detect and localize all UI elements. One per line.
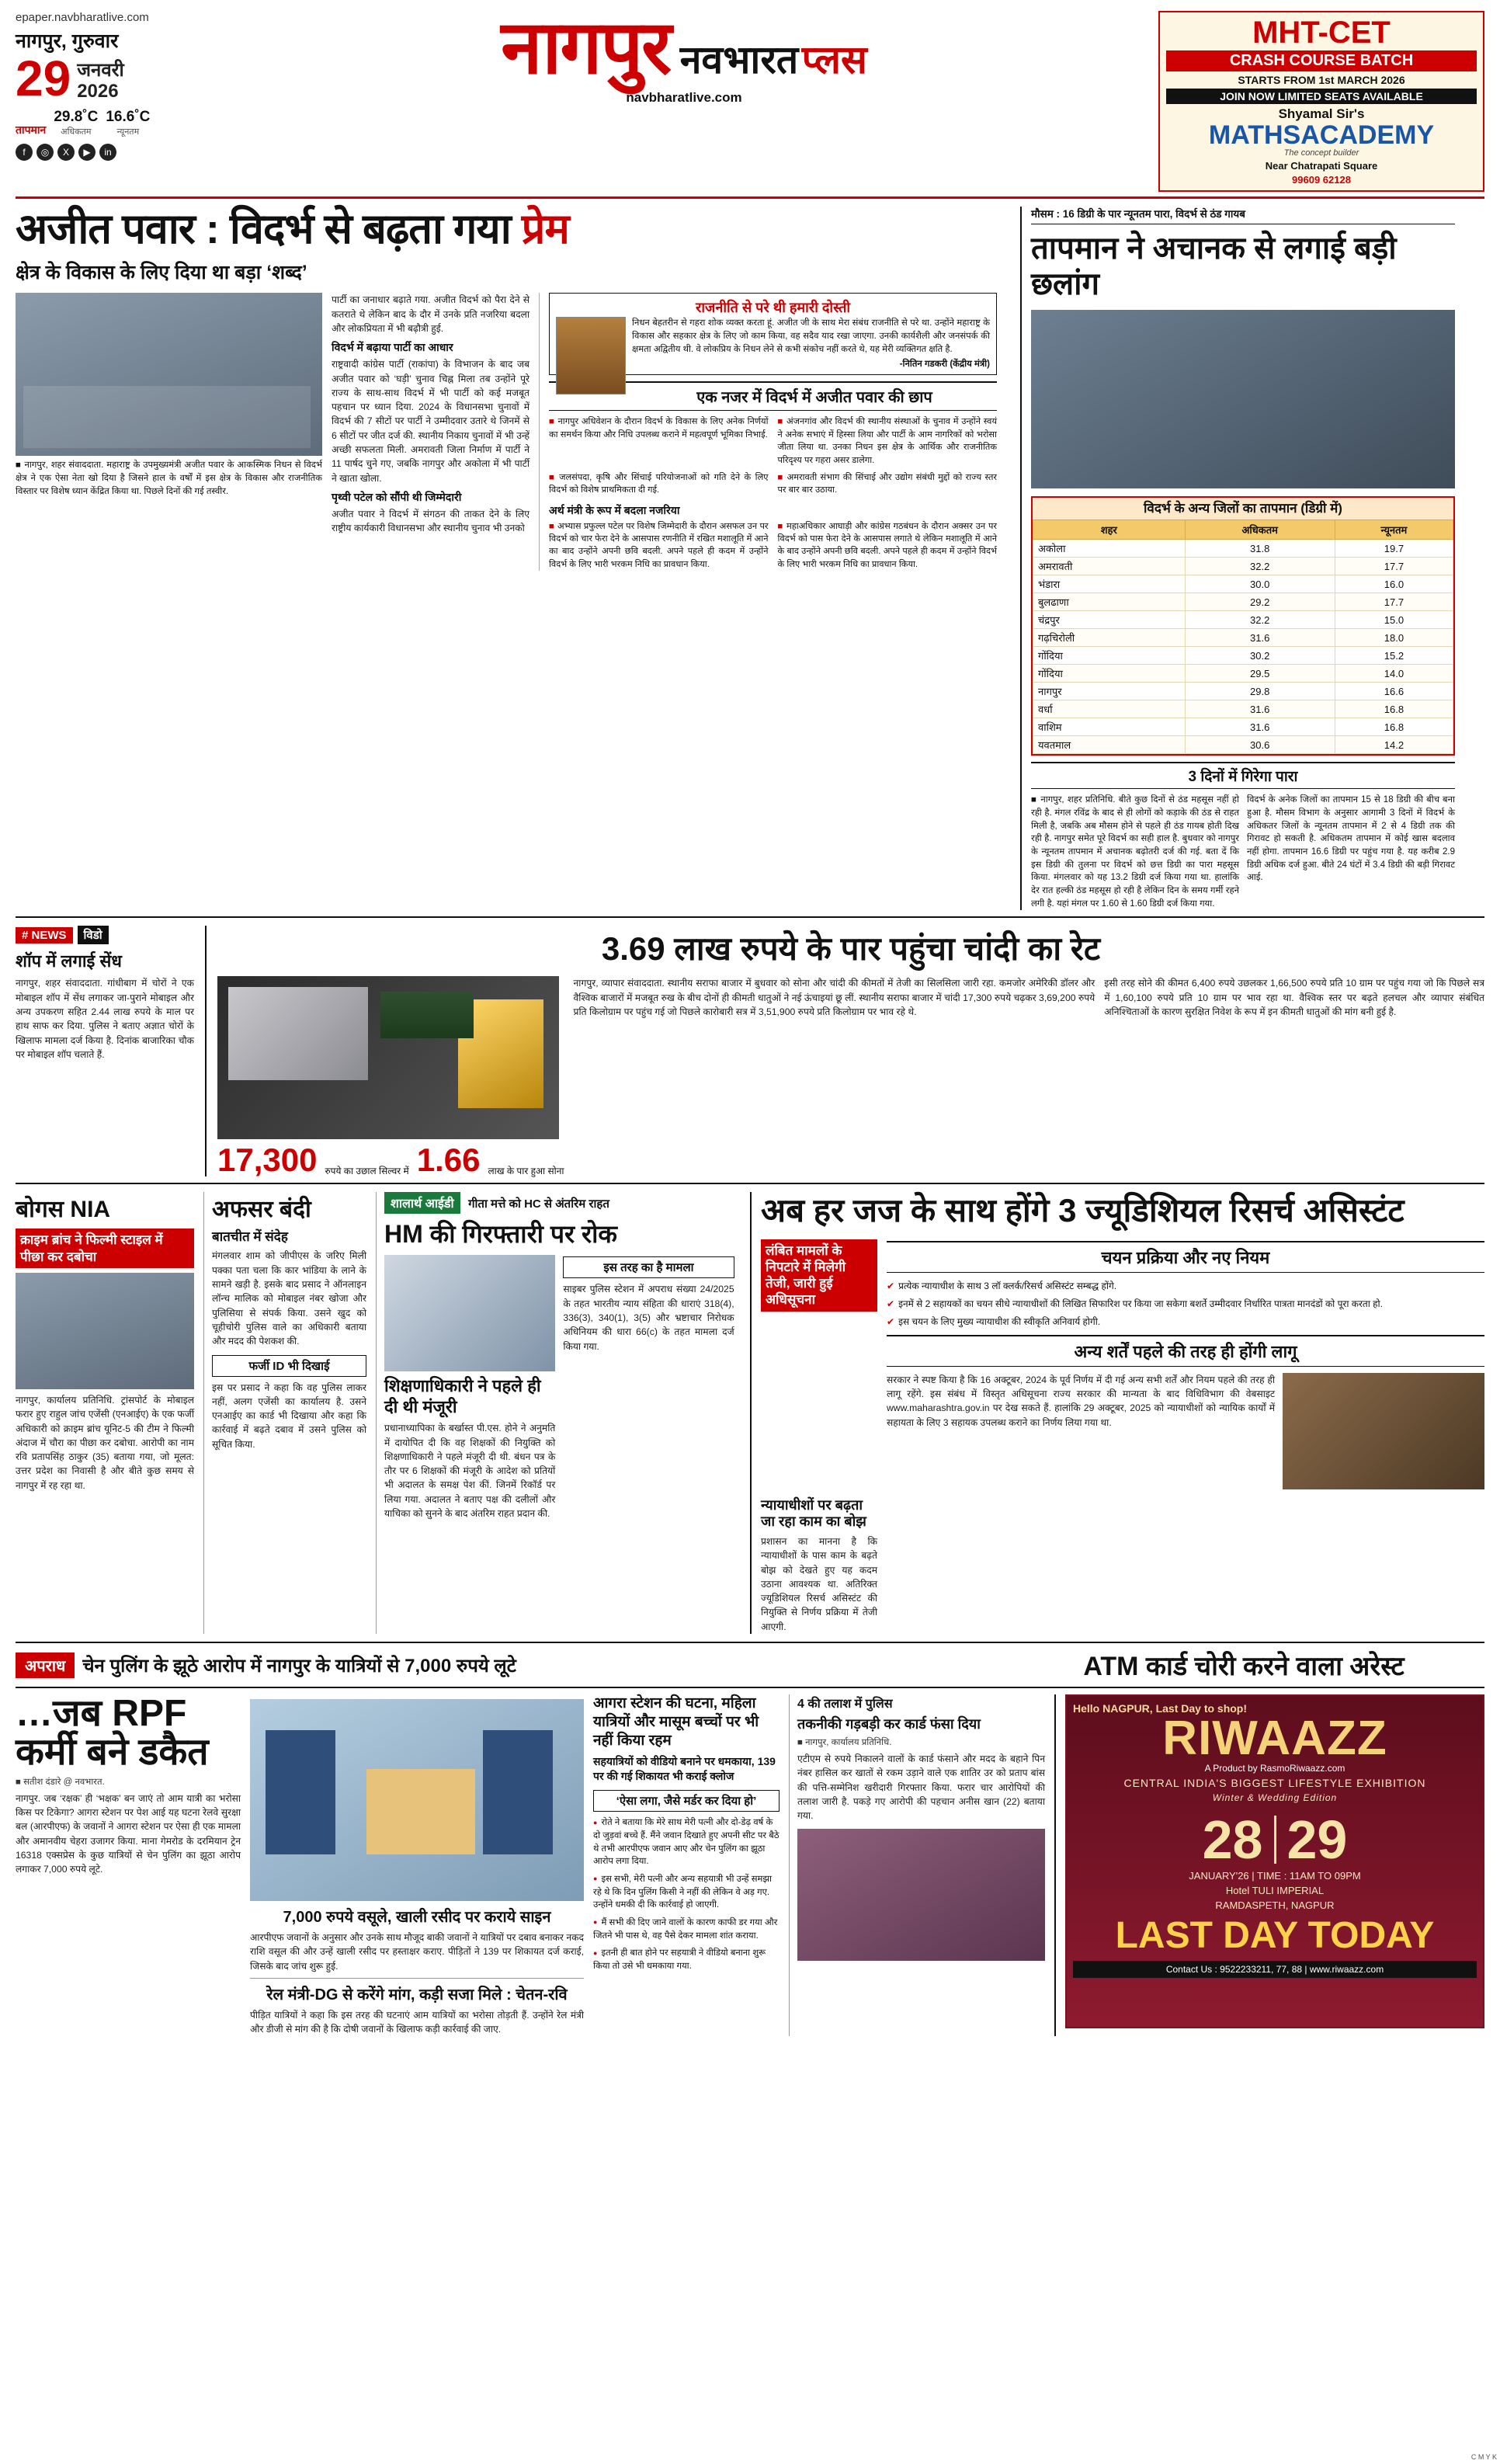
cell-min: 16.0: [1335, 575, 1453, 593]
riwaazz-edition: Winter & Wedding Edition: [1212, 1792, 1338, 1803]
atm-subhead: 4 की तलाश में पुलिस: [797, 1698, 893, 1711]
ad-crash-course: CRASH COURSE BATCH: [1166, 50, 1477, 71]
judicial-text-3: प्रशासन का मानना है कि न्यायाधीशों के पास काम के बढ़ते बोझ को देखते हुए यह कदम उठाना आवश्यक था. अतिरिक्त ज्यूडिशियल रिसर्च असिस्टंट की नियुक्ति से निर्णय प्रक्रिया में तेजी आएगी.: [761, 1535, 877, 1632]
hm-story: [376, 1192, 741, 1634]
linkedin-icon[interactable]: in: [99, 144, 116, 161]
lead-col1-text: पार्टी का जनाधार बढ़ाते गया. अजीत विदर्भ को पैरा देने से कतराते थे लेकिन बाद के दौर में उनके प्रति नजरिया बदला और लोकप्रियता में भी बढ़ौत्री हुई.: [332, 294, 530, 334]
riwaazz-month-time: JANUARY'26 | TIME : 11AM TO 09PM: [1189, 1870, 1361, 1882]
logo-navbharat-plus: [679, 38, 867, 82]
judicial-check-item: ✔ प्रत्येक न्यायाधीश के साथ 3 लॉ क्लर्क/रिसर्च असिस्टंट सम्बद्ध होंगे.: [887, 1279, 1484, 1293]
masthead-date: [16, 50, 210, 106]
rpf-sub-headline-2: रेल मंत्री-DG से करेंगे मांग, कड़ी सजा मिले : चेतन-रवि: [250, 1978, 584, 2004]
cell-max: 31.6: [1185, 629, 1335, 647]
logo-plus: प्लस: [801, 38, 867, 82]
judicial-subhead: चयन प्रक्रिया और नए नियम: [887, 1241, 1484, 1273]
agra-quote: ‘ऐसा लगा, जैसे मर्डर कर दिया हो’: [593, 1790, 780, 1812]
lead-story: [16, 207, 1009, 910]
nia-story: [16, 1192, 194, 1634]
agra-point: ● इस सभी, मेरी पत्नी और अन्य सहयात्री भी उन्हें समझा रहे थे कि दिन पुलिंग किसी ने नहीं की लेकिन वे अड़ गए. उन्होंने धमकी दी कि कार्रवाई हो जाएगी.: [593, 1873, 780, 1912]
rpf-sub-headline: 7,000 रुपये वसूले, खाली रसीद पर कराये साइन: [283, 1909, 551, 1926]
weather-photo-caption: ■ नागपुर, शहर प्रतिनिधि. बीते कुछ दिनों से ठंड महसूस नहीं हो रही है. मंगल रविंद्र के बाद से ही लोगों को कड़ाके की ठंड से राहत मिली है, जबकि अब मौसम होने से पहले ही ठंड गायब होती दिख रही है. नागपुर समेत पूरे विदर्भ का सही हाल है. बुधवार को नागपुर के न्यूनतम तापमान में अचानक बढ़ोतरी दर्ज की गई. बता दें कि इस डिग्री की तुलना पर विदर्भ को छत्त डिग्री का पारा महसूस किया. मंगलवार को यह 13.2 डिग्री दर्ज किया गया था. हालांकि देर रात हल्की ठंड महसूस हो रही है लेकिन दिन के समय गर्मी रहने लगी है. यहां मंगल पर 1.60 से 1.60 डिग्री दर्ज किया गया.: [1031, 795, 1239, 909]
overview-title: एक नजर में विदर्भ में अजीत पवार की छाप: [549, 381, 997, 411]
lead-column-1: [16, 293, 322, 571]
weather-headline: तापमान ने अचानक से लगाई बड़ी छलांग: [1031, 231, 1397, 301]
epaper-url[interactable]: epaper.navbharatlive.com: [16, 11, 149, 24]
masthead-left: [16, 11, 210, 192]
atm-headline: ATM कार्ड चोरी करने वाला अरेस्ट: [1083, 1652, 1405, 1681]
ad-start-date: STARTS FROM 1st MARCH 2026: [1238, 74, 1405, 86]
brief-headline: शॉप में लगाई सेंध: [16, 951, 122, 971]
agra-subhead: सहयात्रियों को वीडियो बनाने पर धमकाया, 139 पर की गई शिकायत भी कराई क्लोज: [593, 1755, 776, 1783]
cell-city: अकोला: [1033, 540, 1186, 558]
atm-text: एटीएम से रुपये निकालने वालों के कार्ड फंसाने और मदद के बहाने पिन नंबर हासिल कर खातों से रकम उड़ाने वाले एक शातिर उर ​को प्रताप बांस की पत्ति-सम्मेनिश खरीदारी गिरफ्तार किया. फरार चार आरोपियों की तलाश जारी है. पकड़े गए आरोपी की पहचान अनीस खान (22) बताया गया.: [797, 1753, 1045, 1822]
cell-min: 16.8: [1335, 718, 1453, 736]
lead-headline-accent: प्रेम: [521, 206, 569, 252]
atm-subhead-2: तकनीकी गड़बड़ी कर कार्ड फंसा दिया: [797, 1716, 981, 1732]
lead-photo: [16, 293, 322, 456]
cell-min: 17.7: [1335, 593, 1453, 611]
cell-min: 14.0: [1335, 665, 1453, 683]
lead-column-2: [332, 293, 530, 571]
lead-col3-b: ■ महाअधिकार आघाड़ी और कांग्रेस गठबंधन के दौरान अक्सर उन पर विदर्भ को पास फेरा देने के आसपास लगाते थे लेकिन मशालूति में आने के बाद उन्होंने अपनी छवि बदली. अपने पहले ही कदम में उन्होंने विदर्भ के लिए भारी भरकम निधि का प्रावधान किया.: [778, 520, 998, 572]
middle-section: [16, 1192, 1484, 1634]
agra-point: ● इतनी ही बात होने पर सहयात्री ने वीडियो बनाना शुरू किया तो उसे भी धमकाया गया.: [593, 1947, 780, 1972]
riwaazz-ad[interactable]: [1054, 1694, 1484, 2036]
logo-nagpur: नागपुर: [501, 6, 671, 89]
judicial-check-item: ✔ इनमें से 2 सहायकों का चयन सीधे न्यायाधीशों की लिखित सिफारिश पर किया जा सकेगा बशर्ते उम्मीदवार निर्धारित पात्रता मानदंडों को पूरा करता हो.: [887, 1297, 1484, 1311]
col-max: अधिकतम: [1185, 520, 1335, 540]
gadkari-quote-text: निधन बेहतरीन से गहरा शोक व्यक्त करता हूं. अजीत जी के साथ मेरा संबंध राजनीति से परे था. उन्होंने महाराष्ट्र के विकास और सहकार क्षेत्र के लिए जो काम किया, वह सदैव याद रखा जाएगा. उनकी कार्यशैली और जनसंपर्क की क्षमता अद्वितीय थी. वे लोकप्रिय के निधन लेने से कभी संकोच नहीं करते थे, यह मेरी व्यक्तिगत क्षति है.: [632, 318, 990, 354]
gold-price: 1.66: [416, 1142, 481, 1179]
temp-min: 16.6˚C: [106, 108, 151, 125]
cell-min: 15.2: [1335, 647, 1453, 665]
cell-city: गोंदिया: [1033, 665, 1186, 683]
nia-headline: बोगस NIA: [16, 1197, 111, 1223]
table-row: [1033, 736, 1453, 754]
table-row: [1033, 647, 1453, 665]
ad-concept-builder: The concept builder: [1283, 148, 1359, 158]
riwaazz-time: TIME : 11AM TO 09PM: [1257, 1870, 1361, 1882]
cell-max: 31.8: [1185, 540, 1335, 558]
brief-text: नागपुर, शहर संवाददाता. गांधीबाग में चोरों ने एक मोबाइल शॉप में सेंध लगाकर जा-पुराने मोबाइल और अन्य उपकरण सहित 2.44 लाख रुपये के माल पर हाथ साफ कर दिया. पुलिस ने बताए अज्ञात चोरों के खिलाफ मामला दर्ज किया है. दिनांक बाजारिका चौक पर मोबाइल शॉप चलाते हैं.: [16, 978, 194, 1060]
riwaazz-logo: RIWAAZZ: [1162, 1712, 1387, 1765]
table-row: [1033, 593, 1453, 611]
cell-city: बुलढाणा: [1033, 593, 1186, 611]
ad-location: Near Chatrapati Square: [1265, 160, 1378, 172]
gadkari-quote-attribution: -नितिन गडकरी (केंद्रीय मंत्री): [899, 360, 990, 370]
judicial-check-item: ✔ इस चयन के लिए मुख्य न्यायाधीश की स्वीकृति अनिवार्य होगी.: [887, 1315, 1484, 1329]
masthead-logo: [210, 6, 1158, 192]
logo-navbharat: नवभारत: [679, 38, 799, 82]
video-tag: विडो: [78, 926, 109, 944]
cell-max: 31.6: [1185, 718, 1335, 736]
riwaazz-models-photo: [797, 1829, 1045, 1961]
nia-photo: [16, 1273, 194, 1389]
lead-column-3: [539, 293, 997, 571]
rpf-cartoon-illustration: [250, 1699, 584, 1901]
cell-min: 18.0: [1335, 629, 1453, 647]
youtube-icon[interactable]: ▶: [78, 144, 95, 161]
officer-text: मंगलवार शाम को जीपीएस के जरिए मिली पक्का पता चला कि कार भांडिया के लाने के सामने खड़ी है. इसके बाद प्रसाद ने ऑनलाइन लॉन्च मालिक को मोबाइल नंबर खोजा और पुलिसिया से संपर्क किया. उसने खुद को चूहीचोरी पुलिस वाले का अधिकारी बताया और मदद की पेशकश की.: [212, 1250, 366, 1347]
riwaazz-contact[interactable]: Contact Us : 9522233211, 77, 88 | www.riwaazz.com: [1073, 1961, 1477, 1978]
overview-bullets: [549, 415, 997, 467]
masthead-month: जनवरी: [77, 59, 124, 81]
ad-phone[interactable]: 99609 62128: [1292, 174, 1351, 186]
judicial-story: [750, 1192, 1484, 1634]
riwaazz-dates: [1073, 1809, 1477, 1870]
date-divider: [1274, 1816, 1276, 1864]
ad-maths-academy: MATHSACADEMY: [1208, 120, 1435, 150]
rpf-cartoon-block: [250, 1694, 584, 2036]
silver-price-label: रुपये का उछाल सिल्वर में: [325, 1166, 409, 1177]
lead-headline-text: अजीत पवार : विदर्भ से बढ़ता गया: [16, 206, 522, 252]
overview-bullet: ■ नागपुर अधिवेशन के दौरान विदर्भ के विकास के लिए अनेक निर्णयों का समर्थन किया और निधि उपलब्ध कराने में महत्वपूर्ण भूमिका निभाई.: [549, 415, 769, 467]
ad-title: MHT-CET: [1252, 16, 1391, 50]
cell-city: वाशिम: [1033, 718, 1186, 736]
rpf-byline: ■ सतीश दंडारे @ नवभारत.: [16, 1777, 105, 1787]
cell-city: गोंदिया: [1033, 647, 1186, 665]
cell-min: 14.2: [1335, 736, 1453, 754]
cell-city: अमरावती: [1033, 558, 1186, 575]
col-city: शहर: [1033, 520, 1186, 540]
gadkari-quote-box: [549, 293, 997, 375]
weather-story: [1020, 207, 1455, 910]
overview-bullet: ■ जलसंपदा, कृषि और सिंचाई परियोजनाओं को गति देने के लिए विदर्भ को विशेष प्राथमिकता दी गई.: [549, 471, 769, 497]
agra-story: [593, 1694, 780, 2036]
table-row: [1033, 575, 1453, 593]
temp-min-label: न्यूनतम: [116, 127, 140, 137]
judges-photo: [1283, 1373, 1484, 1489]
masthead-temperature: [16, 109, 210, 137]
fake-id-head: फर्जी ID भी दिखाई: [212, 1355, 366, 1377]
instagram-icon[interactable]: ◎: [36, 144, 54, 161]
temp-max-label: अधिकतम: [61, 127, 92, 137]
weather-kicker: मौसम : 16 डिग्री के पार न्यूनतम पारा, विदर्भ से ठंड गायब: [1031, 207, 1455, 224]
weather-photo: [1031, 310, 1455, 488]
cell-min: 16.6: [1335, 683, 1453, 700]
masthead-day: 29: [16, 50, 71, 106]
temperature-table: [1033, 520, 1453, 754]
cell-city: वर्धा: [1033, 700, 1186, 718]
nia-band: क्राइम ब्रांच ने फिल्मी स्टाइल में पीछा कर दबोचा: [16, 1229, 194, 1268]
lead-photo-caption: ■ नागपुर, शहर संवाददाता. महाराष्ट्र के उपमुख्यमंत्री अजीत पवार के आकस्मिक निधन से विदर्भ क्षेत्र ने एक ऐसा नेता खो दिया है जिसने हाल के वर्षों में इस क्षेत्र के विकास और राजनीतिक विस्तार पर विशेष ध्यान केंद्रित किया था. पिछले दिनों की गई तस्वीर.: [16, 460, 322, 496]
table-row: [1033, 700, 1453, 718]
lead-col3-a: ■ अभ्यास प्रफुल्ल पटेल पर विशेष जिम्मेदारी के दौरान असफल उन पर विदर्भ को चार फेरा देने के आसपास रणनीति में रखित मशालूति में आने का बाद उन्होंने अपनी छवि बदली. अपने पहले ही कदम में उन्होंने विदर्भ के लिए भारी भरकम निधि का प्रावधान किया.: [549, 520, 769, 572]
riwaazz-hello: Hello NAGPUR, Last Day to shop!: [1073, 1702, 1248, 1715]
silver-col-2: इसी तरह सोने की कीमत 6,400 रुपये उछलकर 1,66,500 रुपये प्रति 10 ग्राम पर पहुंच गया जो कि पिछले सत्र में 1,60,100 रुपये प्रति 10 ग्राम पर भाव रहा था. वैश्विक स्तर पर बढ़ते हलचल और व्यापार संबंधित अनिश्चिताओं के कारण सुरक्षित निवेश के रूप में इन कीमती धातुओं की मांग बनी हुई है.: [1104, 978, 1484, 1018]
judicial-band: लंबित मामलों के निपटारे में मिलेगी तेजी, जारी हुई अधिसूचना: [761, 1239, 877, 1312]
weather-table-title: विदर्भ के अन्य जिलों का तापमान (डिग्री में): [1033, 498, 1453, 520]
table-row: [1033, 611, 1453, 629]
news-video-brief: [16, 926, 194, 1176]
judicial-text-2: सरकार ने स्पष्ट किया है कि 16 अक्टूबर, 2024 के पूर्व निर्णय में दी गई अन्य सभी शर्तें और नियम पहले की तरह ही लागू रहेंगे. इस संबंध में विस्तृत अधिसूचना राज्य सरकार की मान्यता के बाद विधिविभाग की वेबसाइट www.maharashtra.gov.in पर देख सकते हैं. हालांकि 29 अक्टूबर, 2025 को न्यायाधीशों को न्यायिक कार्यों में सहायता के लिए 3 सहायक उपलब्ध कराने का निर्णय लिया गया था.: [887, 1374, 1275, 1428]
weather-sub-title: 3 दिनों में गिरेगा पारा: [1031, 762, 1455, 789]
lead-headline: [16, 207, 1009, 252]
lead-section: [16, 207, 1484, 910]
agra-point: ● रोते ने बताया कि मेरे साथ मेरी पत्नी और दो-डेढ़ वर्ष के दो जुड़वां बच्चे हैं. मैंने जवान दिखाते हुए अपनी सीट पर बैठे थे तभी आरपीएफ जवान आए और चेन पुलिंग का झूठा आरोप लगा दिया.: [593, 1816, 780, 1868]
silver-text-columns: [574, 976, 1484, 1176]
officer-story: [203, 1192, 366, 1634]
social-icons[interactable]: [16, 144, 210, 161]
hm-box-head: इस तरह का है मामला: [563, 1256, 734, 1278]
cell-min: 15.0: [1335, 611, 1453, 629]
cell-city: यवतमाल: [1033, 736, 1186, 754]
agra-points: [593, 1816, 780, 1972]
officer-subhead: बातचीत में संदेह: [212, 1229, 288, 1245]
silver-price: 17,300: [217, 1142, 318, 1179]
silver-headline: 3.69 लाख रुपये के पार पहुंचा चांदी का रेट: [601, 930, 1101, 968]
cell-city: गढ़चिरोली: [1033, 629, 1186, 647]
col-min: न्यूनतम: [1335, 520, 1453, 540]
site-url[interactable]: navbharatlive.com: [626, 90, 742, 105]
gold-price-label: लाख के पार हुआ सोना: [488, 1166, 564, 1177]
riwaazz-last-day: LAST DAY TODAY: [1115, 1915, 1435, 1956]
gadkari-quote-title: राजनीति से परे थी हमारी दोस्ती: [695, 300, 851, 316]
ad-join-now: JOIN NOW LIMITED SEATS AVAILABLE: [1166, 89, 1477, 104]
masthead-city-day: नागपुर, गुरुवार: [16, 30, 119, 52]
cell-min: 19.7: [1335, 540, 1453, 558]
gadkari-photo: [556, 317, 626, 394]
hm-photo: [384, 1255, 555, 1371]
cell-max: 31.6: [1185, 700, 1335, 718]
table-row: [1033, 558, 1453, 575]
silver-price-row: [217, 1142, 564, 1179]
overview-bullet: ■ अंजनगांव और विदर्भ की स्थानीय संस्थाओं के चुनाव में उन्होंने स्वयं ने अनेक सभाएं में हिस्सा लिया और पार्टी के आम नागरिकों को भरोसा जीता लिया था. उनका निधन इस क्षेत्र के आर्थिक और राजनीतिक परिदृश्य पर गहरा असर डालेगा.: [778, 415, 998, 467]
cell-min: 17.7: [1335, 558, 1453, 575]
table-row: [1033, 540, 1453, 558]
agra-point: ● मैं सभी की दिए जाने वालों के कारण काफी डर गया और जितने भी पास थे, वह पैसे देकर मामला शांत कराया.: [593, 1917, 780, 1942]
table-row: [1033, 718, 1453, 736]
hm-headline: HM की गिरफ्तारी पर रोक: [384, 1220, 617, 1249]
cell-city: भंडारा: [1033, 575, 1186, 593]
silver-body: [217, 976, 1484, 1179]
weather-table: [1031, 496, 1455, 756]
crime-band: [16, 1642, 1484, 1688]
table-row: [1033, 629, 1453, 647]
crime-tag: अपराध: [16, 1653, 75, 1678]
top-advertisement[interactable]: [1158, 11, 1484, 192]
cell-max: 30.6: [1185, 736, 1335, 754]
judicial-subhead-2: अन्य शर्तें पहले की तरह ही होंगी लागू: [887, 1335, 1484, 1367]
atm-story: [789, 1694, 1045, 2036]
overview-bullet: ■ अमरावती संभाग की सिंचाई और उद्योग संबंधी मुद्दों को राज्य स्तर पर बार बार उठाया.: [778, 471, 998, 497]
judicial-headline: अब हर जज के साथ होंगे 3 ज्यूडिशियल रिसर्च असिस्टंट: [761, 1192, 1405, 1229]
hm-text: प्रधानाध्यापिका के बर्खास्त पी.एस. होने ने अनुमति में दायोपित दी कि वह शिक्षकों की नियुक्ति को शिक्षणाधिकारी ने पहले मंजूरी दी थी. बंधन पत्र के तौर पर 6 शिक्षकों की मंजूरी के आदेश को प्रतियों भी अदालत के समक्ष पेश कीं. जिनमें रिकॉर्ड पर लिया गया. अदालत ने बताए पक्ष की दलीलों और याचिका को सुनने के बाद अंतरिम राहत प्रदान की.: [384, 1423, 556, 1519]
cell-city: नागपुर: [1033, 683, 1186, 700]
riwaazz-ad-box[interactable]: [1065, 1694, 1484, 2028]
news-tags: [16, 926, 194, 944]
hm-kicker: गीता मत्ते को HC से अंतरिम राहत: [468, 1197, 609, 1211]
hm-subhead: शिक्षणाधिकारी ने पहले ही दी थी मंजूरी: [384, 1376, 541, 1416]
cell-min: 16.8: [1335, 700, 1453, 718]
lower-section: [16, 1694, 1484, 2036]
riwaazz-venue: Hotel TULI IMPERIAL: [1225, 1885, 1325, 1896]
cell-max: 30.0: [1185, 575, 1335, 593]
masthead: [16, 6, 1484, 199]
lead-col3-subhead: अर्थ मंत्री के रूप में बदला नजरिया: [549, 503, 680, 516]
cell-max: 29.5: [1185, 665, 1335, 683]
agra-headline: आगरा स्टेशन की घटना, महिला यात्रियों और मासूम बच्चों पर भी नहीं किया रहम: [593, 1695, 759, 1749]
riwaazz-tagline: CENTRAL INDIA'S BIGGEST LIFESTYLE EXHIBITION: [1123, 1777, 1426, 1789]
cell-max: 30.2: [1185, 647, 1335, 665]
judicial-checklist: [887, 1279, 1484, 1329]
rpf-story: [16, 1694, 241, 2036]
gold-silver-photo: [217, 976, 559, 1139]
lead-col1-subhead: विदर्भ में बढ़ाया पार्टी का आधार: [332, 341, 453, 354]
officer-headline: अफसर बंदी: [212, 1197, 311, 1223]
riwaazz-month: JANUARY'26: [1189, 1870, 1249, 1882]
lead-col3-body-cols: [549, 520, 997, 572]
table-row: [1033, 665, 1453, 683]
silver-section: [16, 926, 1484, 1179]
temperature-rows: [1033, 540, 1453, 754]
lead-col2-body: अजीत पवार ने विदर्भ में संगठन की ताकत देने के लिए राष्ट्रीय कार्यकारी विधानसभा और स्थानीय चुनाव भी उनको: [332, 508, 530, 534]
rpf-headline: …जब RPF कर्मी बने डकैत: [16, 1693, 209, 1774]
lead-col1-body: राष्ट्रवादी कांग्रेस पार्टी (राकांपा) के विभाजन के बाद जब अजीत पवार को ‘घड़ी’ चुनाव चिह्न मिला तब उन्होंने पूरे राज्य के साथ-साथ विदर्भ में भी पार्टी को कई मजबूत पहचान पर ध्यान दिया. 2024 के विधानसभा चुनावों में विदर्भ की 7 सीटों पर पार्टी ने उम्मीदवार उतारे थे जिनमें से 6 सीटों पर जीत दर्ज की. स्थानीय निकाय चुनावों में भी उन्हें अच्छी सफलता मिली. अमरावती जिला निर्माण में पार्टी ने 11 पार्षद चुने गए, जबकि नागपुर और अकोला में भी पार्टी ने खाता खोला.: [332, 359, 530, 484]
temp-max: 29.8˚C: [54, 108, 99, 125]
riwaazz-venue-sub: RAMDASPETH, NAGPUR: [1215, 1899, 1335, 1911]
news-tag: # NEWS: [16, 927, 73, 944]
nia-text: नागपुर, कार्यालय प्रतिनिधि. ट्रांसपोर्ट के मोबाइल फरार हुए राहुल जांच एजेंसी (एनआईए) के एक फर्जी अधिकारी को क्राइम ब्रांच यूनिट-5 की टीम ने फिल्मी अंदाज में चौरा का पीछा कर दबोचा. आरोपी का नाम रवि प्रतापसिंह ठाकुर (35) बताया गया, जो मूलत: उत्तर प्रदेश का निवासी है और बीते कुछ समय से नागपुर में रह रहा था.: [16, 1394, 194, 1491]
cell-max: 32.2: [1185, 611, 1335, 629]
riwaazz-product: A Product by RasmoRiwaazz.com: [1204, 1763, 1345, 1774]
table-row: [1033, 683, 1453, 700]
lead-columns: [16, 293, 1009, 571]
ad-shyamal: Shyamal Sir's: [1278, 106, 1365, 121]
shalarth-id-tag: शालार्थ आईडी: [384, 1192, 460, 1214]
silver-col-1: नागपुर, व्यापार संवाददाता. स्थानीय सराफा बाजार में बुधवार को सोना और चांदी की कीमतों में तेजी का सिलसिला जारी रहा. कमजोर अमेरिकी डॉलर और वैश्विक बाजारों में मजबूत रुख के बीच दोनों ही कीमती धातुओं ने नई ऊंचाइयां छू लीं. स्थानीय सराफा बाजार में चांदी 17,300 रुपये चढ़कर 3,69,200 रुपये प्रति किलोग्राम पर पहुंच गई जो पिछले कारोबारी सत्र में 3,51,900 रुपये प्रति किलोग्राम पर भाव रहे थे.: [573, 978, 1095, 1018]
fake-id-text: इस पर प्रसाद ने कहा कि वह पुलिस लाकर नहीं, अलग एजेंसी का कार्यालय है. उसने एनआईए का कार्ड भी दिखाया और कहा कि कार्रवाई में बढ़ते दबाव में उसने पुलिस को सूचित किया.: [212, 1381, 366, 1450]
weather-sub-text: विदर्भ के अनेक जिलों का तापमान 15 से 18 डिग्री की बीच बना हुआ है. मौसम विभाग के अनुसार आगामी 3 दिनों में विदर्भ के अधिकतर जिलों के न्यूनतम तापमान में 2 से 4 डिग्री तक की गिरावट हो सकती है. अधिकतम तापमान में कोई खास बदलाव नहीं होगा. तापमान 16.6 डिग्री पर पहुंच गया है. यह करीब 2.9 डिग्री अधिक दर्ज हुआ. बीते 24 घंटों में 3.4 डिग्री की बड़ी गिरावट आई.: [1247, 795, 1455, 883]
hm-kicker-row: [384, 1192, 741, 1214]
atm-byline: ■ नागपुर, कार्यालय प्रतिनिधि.: [797, 1738, 892, 1747]
cmyk-mark: C M Y K: [1470, 2453, 1497, 2461]
crime-band-text: चेन पुलिंग के झूठे आरोप में नागपुर के यात्रियों से 7,000 रुपये लूटे: [82, 1655, 516, 1677]
rpf-sub-text: आरपीएफ जवानों के अनुसार और उनके साथ मौजूद बाकी जवानों ने यात्रियों पर दबाव बनाकर नकद राशि वसूल की और उन्हें खाली रसीद पर हस्ताक्षर कराए. पीड़ितों ने 139 पर शिकायत दर्ज कराई, जिसके बाद जांच शुरू हुई.: [250, 1932, 584, 1972]
silver-story: [205, 926, 1484, 1179]
judicial-subhead-3: न्यायाधीशों पर बढ़ता जा रहा काम का बोझ: [761, 1496, 866, 1530]
cell-max: 29.2: [1185, 593, 1335, 611]
lead-col2-subhead: पृथ्वी पटेल को सौंपी थी जिम्मेदारी: [332, 490, 462, 503]
rpf-sub-text-2: पीड़ित यात्रियों ने कहा कि इस तरह की घटनाएं आम यात्रियों का भरोसा तोड़ती हैं. उन्होंने रेल मंत्री और डीजी से मांग की है कि दोषी जवानों के खिलाफ कड़ी कार्रवाई की जाए.: [250, 2009, 584, 2035]
cell-max: 29.8: [1185, 683, 1335, 700]
twitter-x-icon[interactable]: X: [57, 144, 75, 161]
rpf-text: नागपुर. जब ‘रक्षक’ ही ‘भक्षक’ बन जाएं तो आम यात्री का भरोसा किस पर टिकेगा? आगरा स्टेशन पर पेश आई यह घटना रेलवे सुरक्षा बल (आरपीएफ) के जवानों ने आगरा स्टेशन पर ऐसा ही एक मामला और अमानवीय चेहरा उजागर किया. माना गेमरोड के दरमियान ट्रेन 16318 एक्सप्रेस के कुछ यात्रियों से चेन पुलिंग का झूठा आरोप लगाकर 7,000 रुपये लूटे.: [16, 1792, 241, 1875]
hm-box-text: साइबर पुलिस स्टेशन में अपराध संख्या 24/2025 के तहत भारतीय न्याय संहिता की धाराएं 318(4), 336(3), 340(1), 3(5) और भ्रष्टाचार निरोधक अधिनियम की धारा 66(c) के तहत मामला दर्ज किया गया.: [563, 1284, 734, 1352]
cell-city: चंद्रपुर: [1033, 611, 1186, 629]
cell-max: 32.2: [1185, 558, 1335, 575]
lead-subheadline: क्षेत्र के विकास के लिए दिया था बड़ा ‘शब्द’: [16, 262, 307, 284]
riwaazz-date-2: 29: [1286, 1809, 1348, 1870]
overview-bullets-2: [549, 471, 997, 497]
masthead-year: 2026: [77, 81, 119, 103]
riwaazz-date-1: 28: [1202, 1809, 1263, 1870]
facebook-icon[interactable]: f: [16, 144, 33, 161]
temp-label: तापमान: [16, 123, 47, 136]
